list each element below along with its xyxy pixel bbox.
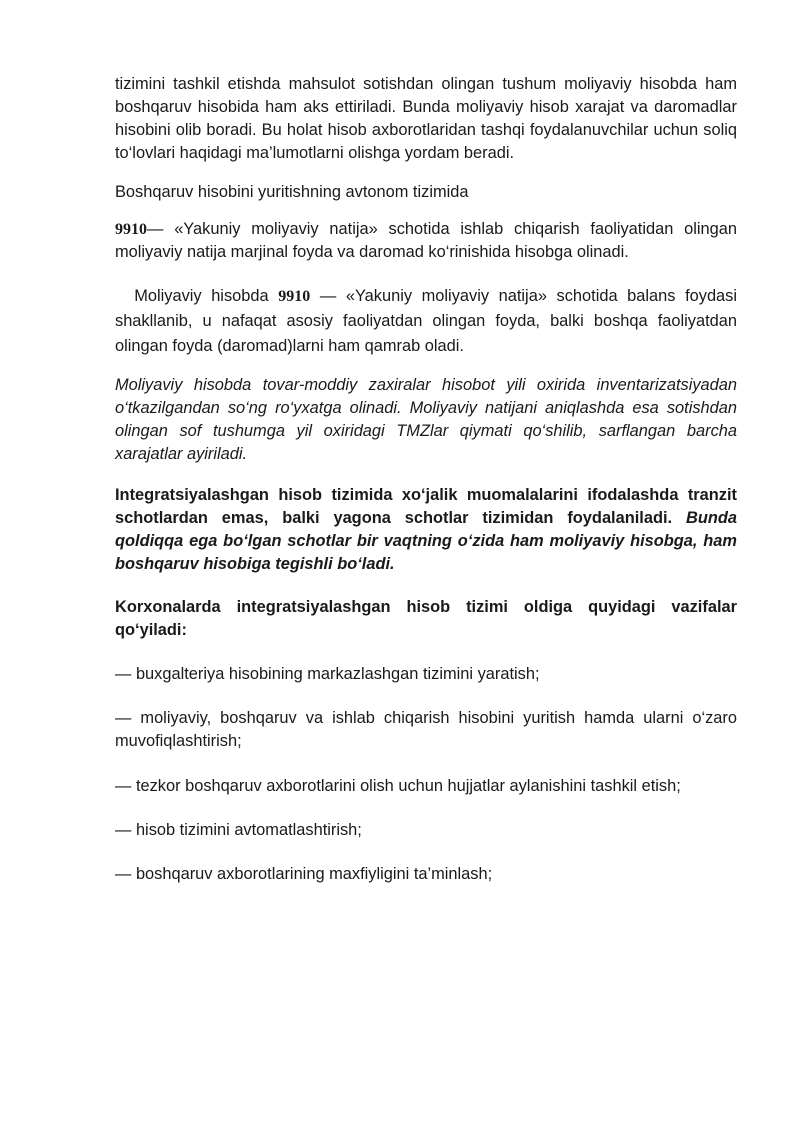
paragraph-inventory: Moliyaviy hisobda tovar-moddiy zaxiralar hisobot yili oxirida inventarizatsiyadan o‘tkazilgandan so‘ng ro‘yxatga olinadi. Moliyaviy natijani aniqlashda esa sotishdan olingan sof tushumga yil oxiridagi TMZlar qiymati qo‘shilib, sarflangan barcha xarajatlar ayiriladi. <box>115 376 737 463</box>
list-item: — hisob tizimini avtomatlashtirish; <box>115 821 362 839</box>
paragraph-9910-balance <box>115 284 737 359</box>
list-item: — boshqaruv axborotlarining maxfiyligini ta’minlash; <box>115 865 493 883</box>
account-number: 9910 <box>115 221 147 238</box>
paragraph-9910-marginal <box>115 218 737 264</box>
paragraph-autonomous-system: Boshqaruv hisobini yuritishning avtonom tizimida <box>115 183 469 201</box>
paragraph-tasks-intro: Korxonalarda integratsiyalashgan hisob tizimi oldiga quyidagi vazifalar qo‘yiladi: <box>115 598 737 639</box>
paragraph-lead: Moliyaviy hisobda <box>134 287 269 305</box>
list-item: — moliyaviy, boshqaruv va ishlab chiqarish hisobini yuritish hamda ularni o‘zaro muvofiqlashtirish; <box>115 709 737 750</box>
paragraph-bold-text: Integratsiyalashgan hisob tizimida xo‘jalik muomalalarini ifodalashda tranzit schotlardan emas, balki yagona schotlar tizimidan foydalaniladi. <box>115 486 737 527</box>
paragraph-integrated-system <box>115 484 737 576</box>
paragraph-text: — «Yakuniy moliyaviy natija» schotida ishlab chiqarish faoliyatidan olingan moliyaviy natija marjinal foyda va daromad ko‘rinishida hisobga olinadi. <box>115 220 737 261</box>
list-item: — tezkor boshqaruv axborotlarini olish uchun hujjatlar aylanishini tashkil etish; <box>115 777 681 795</box>
paragraph-bold-italic-text: Bunda qoldiqqa ega bo‘lgan schotlar bir vaqtning o‘zida ham moliyaviy hisobga, ham boshqaruv hisobiga tegishli bo‘ladi. <box>115 509 738 573</box>
paragraph-sales-revenue: tizimini tashkil etishda mahsulot sotishdan olingan tushum moliyaviy hisobda ham boshqaruv hisobida ham aks ettiriladi. Bunda moliyaviy hisob xarajat va daromadlar hisobini olib boradi. Bu holat hisob axborotlaridan tashqi foydalanuvchilar uchun soliq to‘lovlari haqidagi ma’lumotlarni olishga yordam beradi. <box>115 75 737 162</box>
account-number: 9910 <box>278 288 311 305</box>
document-page <box>115 73 737 907</box>
paragraph-text: — «Yakuniy moliyaviy natija» schotida balans foydasi shakllanib, u nafaqat asosiy faoliyatdan olingan foyda, balki boshqa faoliyatdan olingan foyda (daromad)larni ham qamrab oladi. <box>115 287 738 355</box>
list-item: — buxgalteriya hisobining markazlashgan tizimini yaratish; <box>115 665 540 683</box>
